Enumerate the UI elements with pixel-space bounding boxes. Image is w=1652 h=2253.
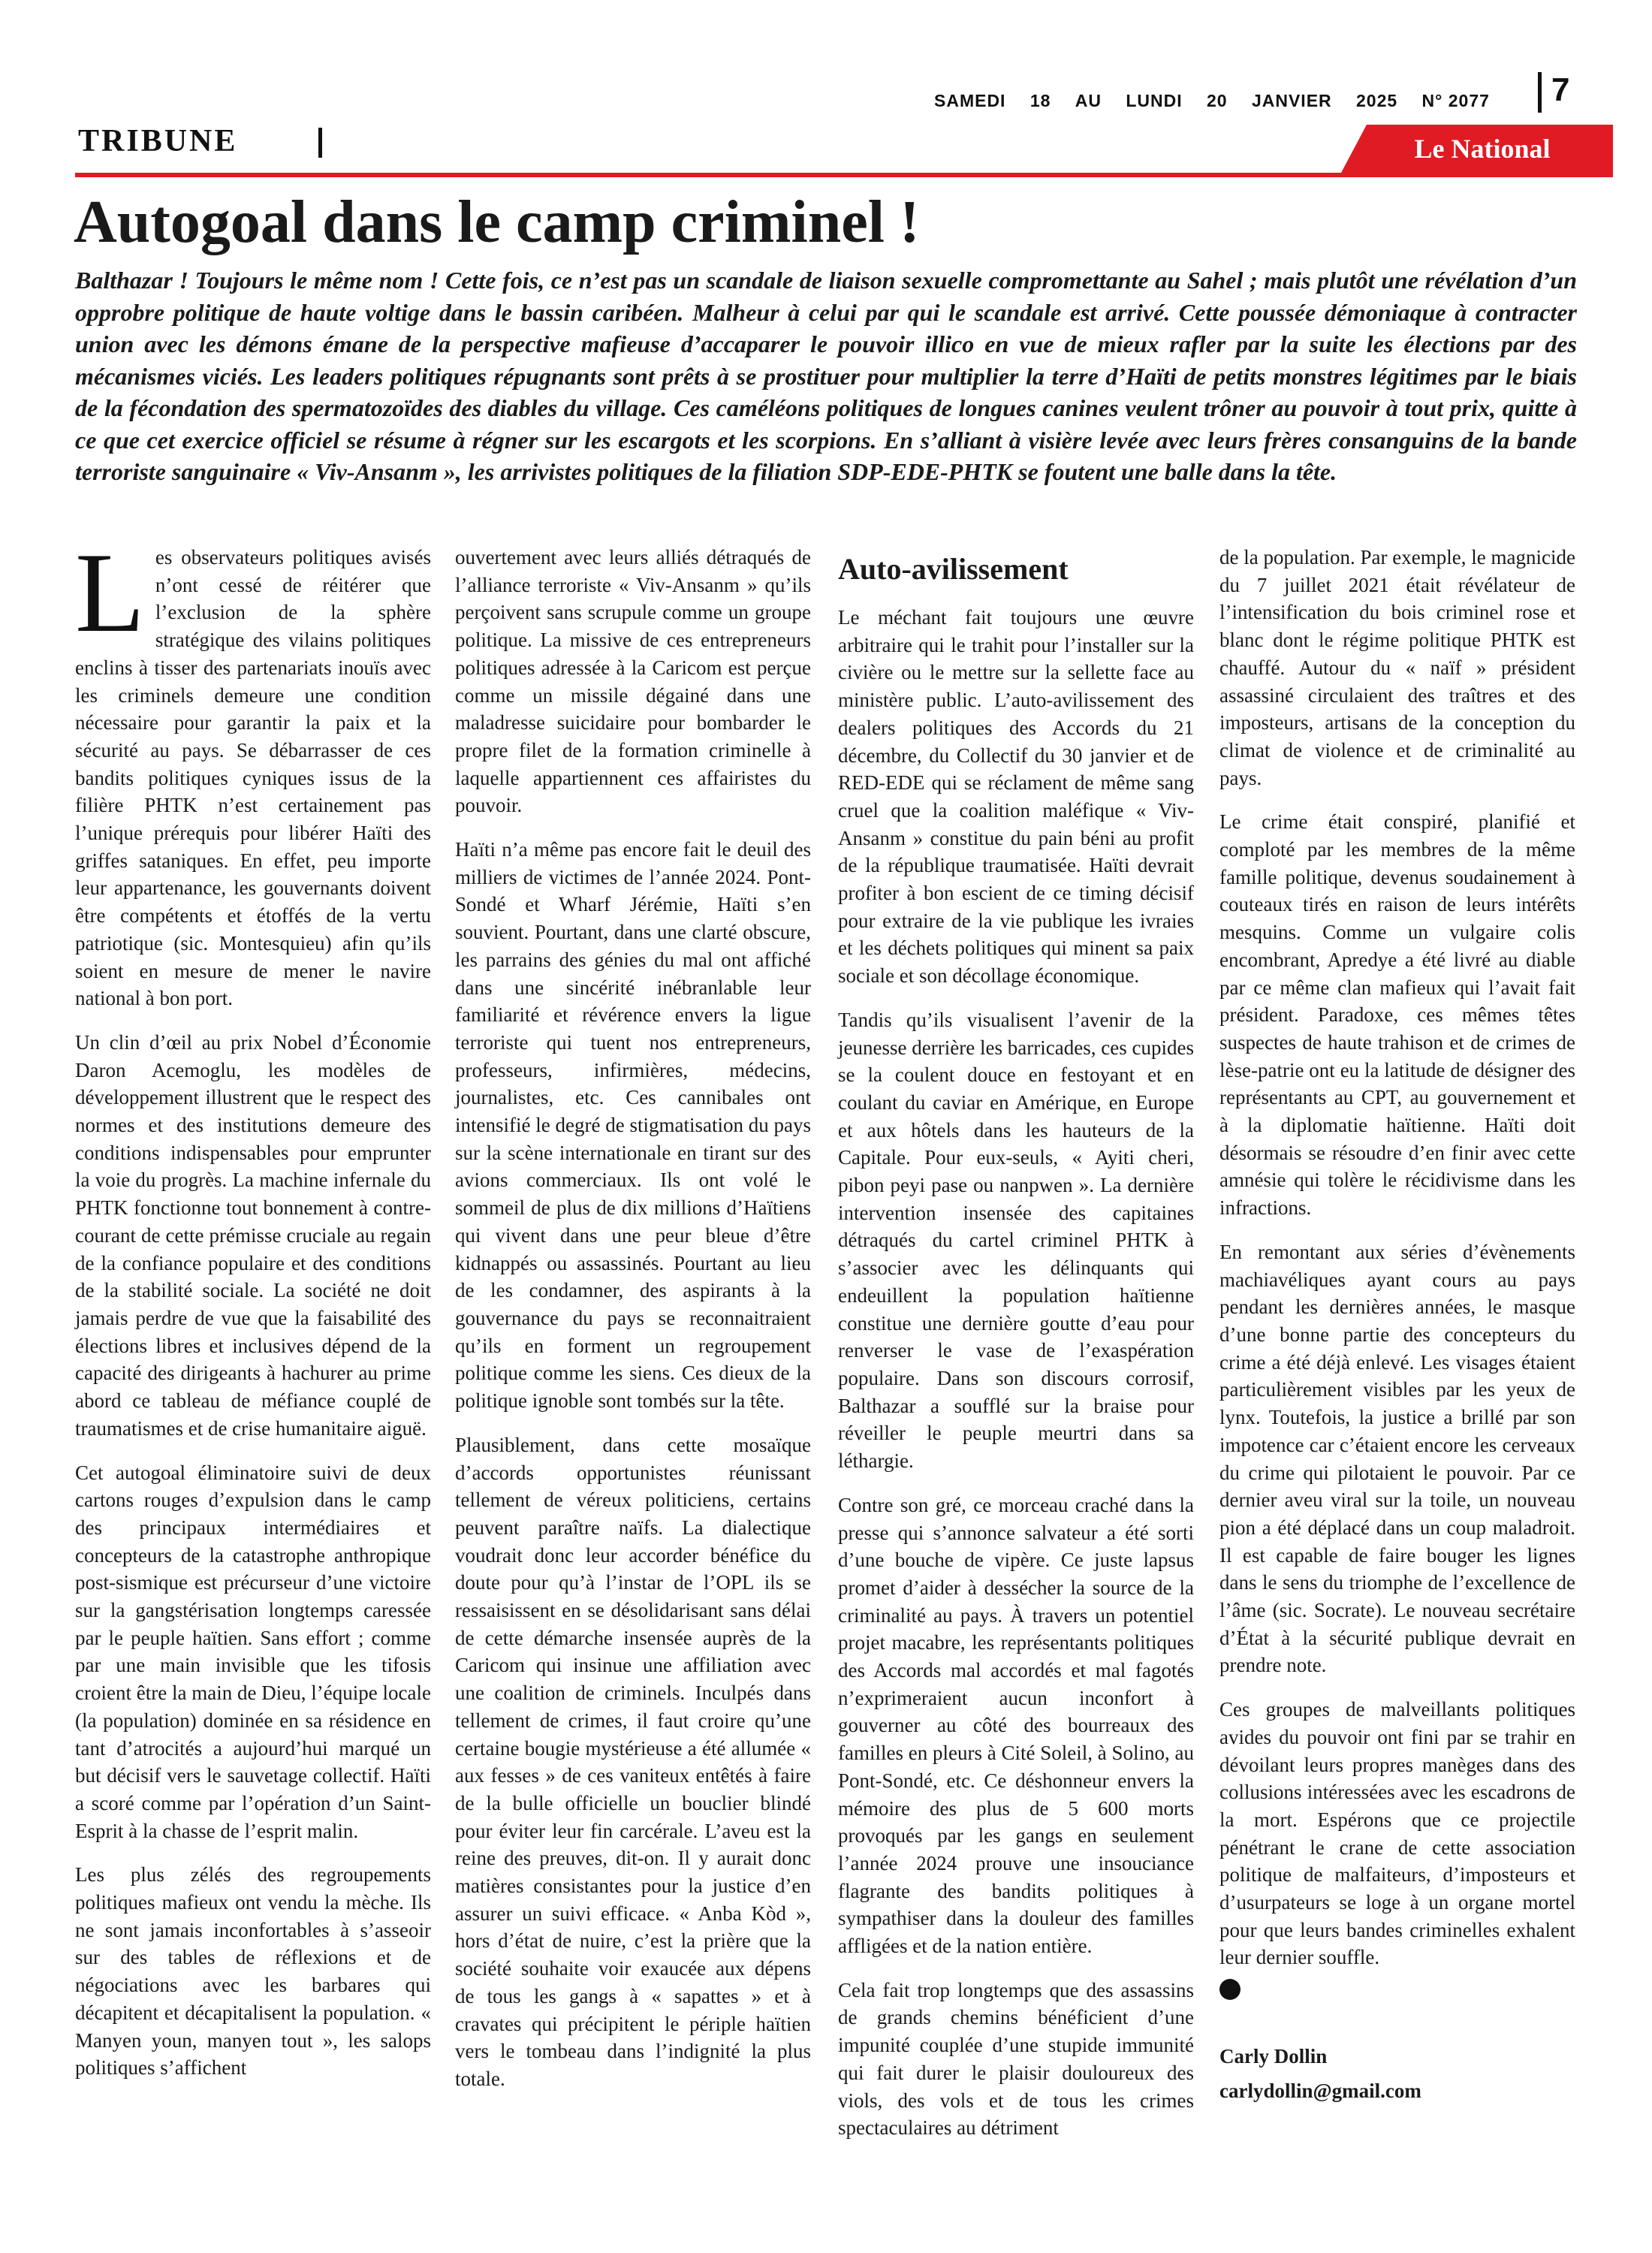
paragraph: Le crime était conspiré, planifié et comploté par les membres de la même famille politique, devenus soudainement à couteaux tirés en raison de leurs intérêts mesquins. Comme un vulgaire colis encombrant, Apredye a été livré au diable par ce même clan mafieux qui l’avait fait président. Paradoxe, ces mêmes têtes suspectes de haute trahison et de crimes de lèse-patrie ont eu la latitude de désigner des représentants au CPT, au gouvernement et à la diplomatie haïtienne. Haïti doit désormais se résoudre d’en finir avec cette amnésie qui tolère le récidivisme dans les infractions. (1219, 810, 1575, 1220)
paragraph: Le méchant fait toujours une œuvre arbitraire qui le trahit pour l’installer sur la civière ou le mettre sur la sellette face au ministère public. L’auto-avilissement des dealers politiques des Accords du 21 décembre, du Collectif du 30 janvier et de RED-EDE qui se réclament de même sang cruel que la coalition maléfique « Viv-Ansanm » constitue du pain béni au profit de la république traumatisée. Haïti devrait profiter à bon escient de ce timing décisif pour extraire de la vie publique les ivraies et les déchets politiques qui minent sa paix sociale et son décollage économique. (838, 606, 1194, 988)
paragraph-text: es observateurs politiques avisés n’ont cessé de réitérer que l’exclusion de la sphère stratégique des vilains politiques enclins à tisser des partenariats inouïs avec les criminels demeure une condition nécessaire pour garantir la paix et la sécurité au pays. Se débarrasser de ces bandits politiques cyniques issus de la filière PHTK n’est certainement pas l’unique prérequis pour libérer Haïti des griffes sataniques. En effet, peu importe leur appartenance, les gouvernants doivent être compétents et étoffés de la vertu patriotique (sic. Montesquieu) afin qu’ils soient en mesure de mener le navire national à bon port. (75, 546, 431, 1010)
paragraph: Les plus zélés des regroupements politiques mafieux ont vendu la mèche. Ils ne sont jamais inconfortables à s’asseoir sur des tables de réflexions et de négociations avec les barbares qui décapitent et décapitalisent la population. « Manyen youn, manyen tout », les salops politiques s’affichent (75, 1863, 431, 2080)
paragraph: Cet autogoal éliminatoire suivi de deux cartons rouges d’expulsion dans le camp des principaux intermédiaires et concepteurs de la catastrophe anthropique post-sismique est précurseur d’une victoire sur la gangstérisation longtemps caressée par le peuple haïtien. Sans effort ; comme par une main invisible que les tifosis croient être la main de Dieu, l’équipe locale (la population) dominée en sa résidence en tant d’atrocités a aujourd’hui marqué un but décisif vers le sauvetage collectif. Haïti a scoré comme par l’opération d’un Saint-Esprit à la chasse de l’esprit malin. (75, 1461, 431, 1842)
header-rule (75, 173, 1613, 177)
paragraph (75, 529, 431, 1012)
paragraph: Un clin d’œil au prix Nobel d’Économie Daron Acemoglu, les modèles de développement illustrent que le respect des normes et des institutions demeure des conditions indispensables pour emprunter la voie du progrès. La machine infernale du PHTK fonctionne tout bonnement à contre-courant de cette prémisse cruciale au regain de la confiance populaire et des conditions de la stabilité sociale. La société ne doit jamais perdre de vue que la faisabilité des élections libres et inclusives dépend de la capacité des dirigeants à hachurer au prime abord ce tableau de méfiance couplé de traumatismes et de crise humanitaire aiguë. (75, 1030, 431, 1440)
issue-number: N° 2077 (1421, 90, 1490, 110)
column-3 (838, 544, 1194, 2158)
paragraph: ouvertement avec leurs alliés détraqués de l’alliance terroriste « Viv-Ansanm » qu’ils perçoivent sans scrupule comme un groupe politique. La missive de ces entrepreneurs politiques adressée à la Caricom est perçue comme un missile dégainé dans une maladresse suicidaire pour bombarder le propre filet de la formation criminelle à laquelle appartiennent ces affairistes du pouvoir. (455, 546, 811, 817)
column-2 (455, 544, 811, 2110)
paragraph: Ces groupes de malveillants politiques avides du pouvoir ont fini par se trahir en dévoilant leurs propres manèges dans des collusions intéressées avec les escadrons de la mort. Espérons que ce projectile pénétrant le crane de cette association politique de malfaiteurs, d’imposteurs et d’usurpateurs se loge à un organe mortel pour que leurs bandes criminelles exhalent leur dernier souffle. (1219, 1698, 1575, 1969)
page-number: 7 (1551, 71, 1570, 108)
section-label: TRIBUNE (78, 124, 238, 158)
author-name: Carly Dollin (1219, 2045, 1328, 2068)
column-1 (75, 529, 431, 2098)
drop-cap: L (75, 529, 145, 656)
date-day-end: 20 (1207, 90, 1228, 110)
paragraph: Haïti n’a même pas encore fait le deuil des milliers de victimes de l’année 2024. Pont-Sondé et Wharf Jérémie, Haïti s’en souvient. Pourtant, dans une clarté obscure, les parrains des génies du mal ont affiché dans une sincérité inébranlable leur familiarité et révérence envers la ligue terroriste qui tuent nos entrepreneurs, professeurs, infirmières, médecins, journalistes, etc. Ces cannibales ont intensifié le degré de stigmatisation du pays sur la scène internationale en tirant sur des avions commerciaux. Ils ont volé le sommeil de plus de dix millions d’Haïtiens qui vivent dans une peur bleue d’être kidnappés ou assassinés. Pourtant au lieu de les condamner, des aspirants à la gouvernance du pays se reconnaitraient qu’ils en forment un regroupement politique comme les siens. Ces dieux de la politique ignoble sont tombés sur la tête. (455, 838, 811, 1413)
date-day-name-end: LUNDI (1126, 90, 1183, 110)
author-email: carlydollin@gmail.com (1219, 2080, 1421, 2103)
date-au: AU (1075, 90, 1102, 110)
paragraph: Plausiblement, dans cette mosaïque d’accords opportunistes réunissant tellement de véreux politiciens, certains peuvent paraître naïfs. La dialectique voudrait donc leur accorder bénéfice du doute pour qu’à l’instar de l’OPL ils se ressaisissent en se désolidarisant sans délai de cette démarche insensée auprès de la Caricom qui insinue une affiliation avec une coalition de criminels. Inculpés dans tellement de crimes, il faut croire qu’une certaine bougie mystérieuse a été allumée « aux fesses » de ces vaniteux entêtés à faire de la bulle officielle un bouclier blindé pour éviter leur fin carcérale. L’aveu est la reine des preuves, dit-on. Il y aurait donc matières consistantes pour la justice d’en assurer un suivi efficace. « Anba Kòd », hors d’état de nuire, c’est la prière que la société souhaite voir exaucée aux dépens de tous les gangs à « sapattes » et à cravates qui précipitent le périple haïtien vers le tombeau dans l’indignité la plus totale. (455, 1433, 811, 2090)
date-year: 2025 (1356, 90, 1398, 110)
paragraph: Contre son gré, ce morceau craché dans la presse qui s’annonce salvateur a été sorti d’une bouche de vipère. Ce juste lapsus promet d’aider à dessécher la source de la criminalité au pays. À travers un potentiel projet macabre, les représentants politiques des Accords mal accordés et mal fagotés n’exprimeraient aucun inconfort à gouverner au côté des bourreaux des familles en pleurs à Cité Soleil, à Solino, au Pont-Sondé, etc. Ce déshonneur envers la mémoire des plus de 5 600 morts provoqués par les gangs en seulement l’année 2024 prouve une insouciance flagrante des bandits politiques à sympathiser dans la douleur des familles affligées et de la nation entière. (838, 1493, 1194, 1958)
newspaper-brand: Le National (1414, 134, 1551, 164)
subheading: Auto-avilissement (838, 552, 1069, 586)
issue-date-line (934, 87, 1490, 114)
paragraph: Tandis qu’ils visualisent l’avenir de la jeunesse derrière les barricades, ces cupides se la coulent douce en festoyant et en coulant du caviar en Amérique, en Europe et aux hôtels dans les hauteurs de la Capitale. Pour eux-seuls, « Ayiti cheri, pibon peyi pase ou nanpwen ». La dernière intervention insensée des capitaines détraqués du cartel criminel PHTK à s’associer avec les délinquants qui endeuillent la population haïtienne constitue une dernière goutte d’eau pour renverser le vase de l’exaspération populaire. Dans son discours corrosif, Balthazar a soufflé sur la braise pour réveiller le peuple meurtri dans sa léthargie. (838, 1008, 1194, 1473)
header-divider (1538, 72, 1542, 113)
end-mark-icon (1219, 1979, 1241, 2000)
paragraph: de la population. Par exemple, le magnicide du 7 juillet 2021 était révélateur de l’intensification du bois criminel rose et blanc dont le régime politique PHTK est chauffé. Autour du « naïf » président assassiné circulaient des traîtres et des imposteurs, artisans de la conception du climat de violence et de criminalité au pays. (1219, 546, 1575, 789)
article-lead: Balthazar ! Toujours le même nom ! Cette fois, ce n’est pas un scandale de liaison sexuelle compromettante au Sahel ; mais plutôt une révélation d’un opprobre politique de haute voltige dans le bassin caribéen. Malheur à celui par qui le scandale est arrivé. Cette poussée démoniaque à contracter union avec les démons émane de la perspective mafieuse d’accaparer le pouvoir illico en vue de mieux rafler par la suite les élections par des mécanismes viciés. Les leaders politiques répugnants sont prêts à se prostituer pour multiplier la terre d’Haïti de petits monstres légitimes par le biais de la fécondation des spermatozoïdes des diables du village. Ces caméléons politiques de longues canines veulent trôner au pouvoir à tout prix, quitte à ce que cet exercice officiel se résume à régner sur les escargots et les scorpions. En s’alliant à visière levée avec leurs frères consanguins de la bande terroriste sanguinaire « Viv-Ansanm », les arrivistes politiques de la filiation SDP-EDE-PHTK se foutent une balle dans la tête. (75, 267, 1577, 485)
paragraph: En remontant aux séries d’évènements machiavéliques ayant cours au pays pendant les dernières années, le masque d’une bonne partie des concepteurs du crime a été déjà enlevé. Les visages étaient particulièrement visibles par les yeux de lynx. Toutefois, la justice a brillé par son impotence car c’étaient encore les cerveaux du crime qui pilotaient le pouvoir. Par ce dernier aveu viral sur la toile, un nouveau pion a été déplacé dans un coup maladroit. Il est capable de faire bouger les lignes dans le sens du triomphe de l’excellence de l’âme (sic. Socrate). Le nouveau secrétaire d’État à la sécurité publique devrait en prendre note. (1219, 1240, 1575, 1677)
section-divider (318, 128, 322, 158)
date-month: JANVIER (1251, 90, 1332, 110)
date-day-name: SAMEDI (934, 90, 1006, 110)
paragraph: Cela fait trop longtemps que des assassins de grands chemins bénéficient d’une impunité couplée d’une stupide immunité qui fait durer le plaisir douloureux des viols, des vols et de tous les crimes spectaculaires au détriment (838, 1978, 1194, 2140)
article-title: Autogoal dans le camp criminel ! (74, 189, 920, 255)
date-day-start: 18 (1029, 90, 1051, 110)
column-4 (1219, 544, 1575, 2108)
